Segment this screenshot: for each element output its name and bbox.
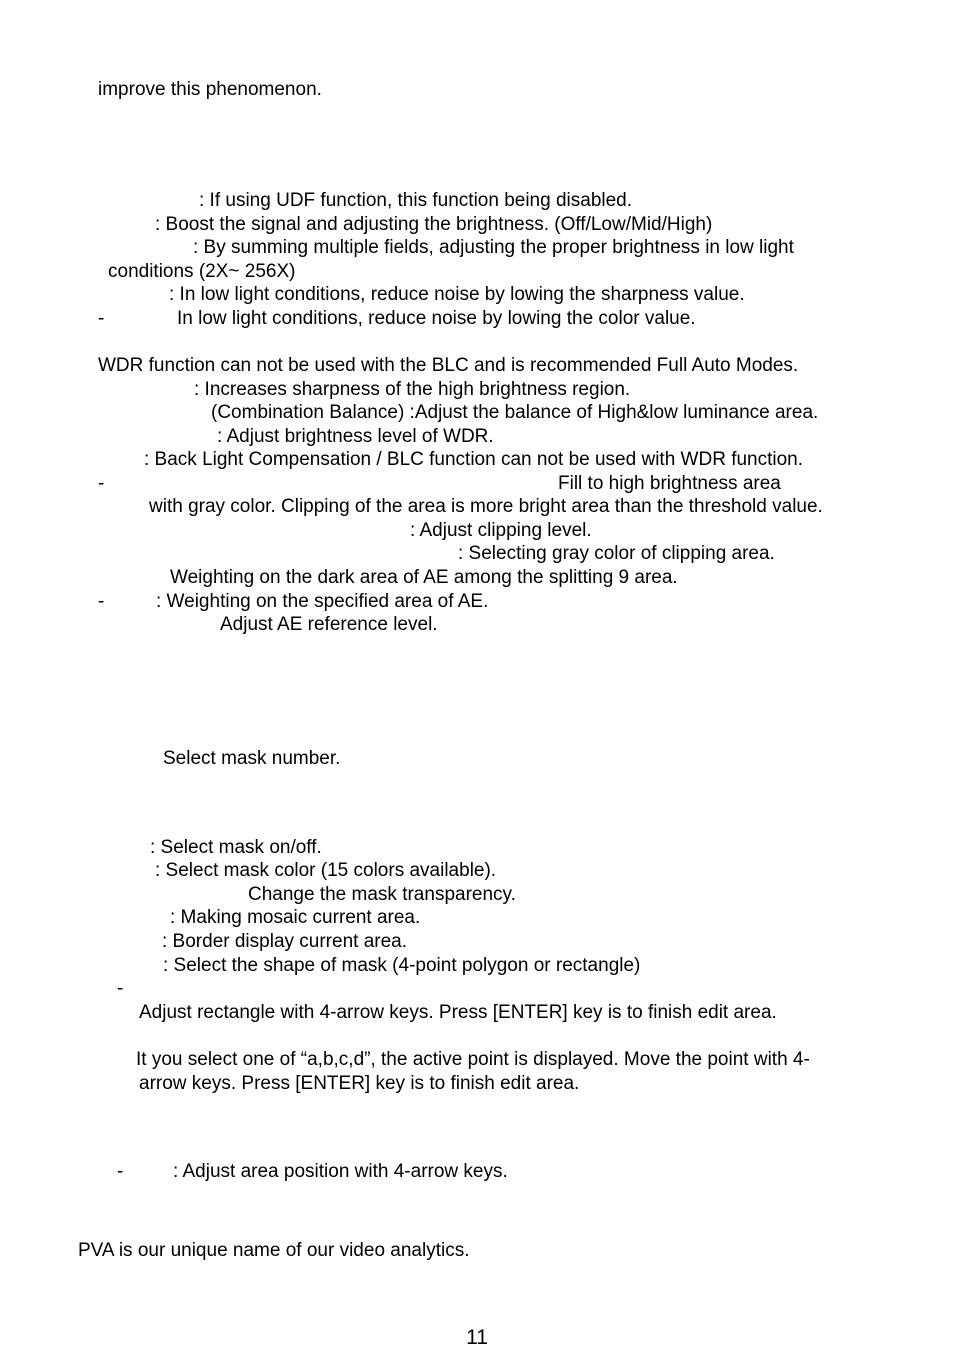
text-line: In low light conditions, reduce noise by lowing the color value. (177, 308, 696, 329)
text-line: WDR function can not be used with the BLC and is recommended Full Auto Modes. (98, 355, 799, 376)
text-line: : Back Light Compensation / BLC function can not be used with WDR function. (144, 449, 804, 470)
text-line: PVA is our unique name of our video analytics. (78, 1240, 470, 1261)
text-line: arrow keys. Press [ENTER] key is to finish edit area. (139, 1073, 580, 1094)
text-line: : Increases sharpness of the high brightness region. (194, 379, 631, 400)
text-line: It you select one of “a,b,c,d”, the active point is displayed. Move the point with 4- (136, 1049, 810, 1070)
text-line: : Select mask on/off. (150, 837, 322, 858)
text-line: improve this phenomenon. (98, 79, 322, 100)
text-line: : In low light conditions, reduce noise by lowing the sharpness value. (169, 284, 745, 305)
text-line: Adjust AE reference level. (220, 614, 438, 635)
text-line: Select mask number. (163, 748, 341, 769)
text-line: : Select mask color (15 colors available). (155, 860, 497, 881)
text-line: Fill to high brightness area (558, 473, 781, 494)
text-line: : Adjust brightness level of WDR. (217, 426, 494, 447)
text-line: : Weighting on the specified area of AE. (156, 591, 489, 612)
bullet-dash: - (117, 1161, 124, 1182)
text-line: : Adjust clipping level. (410, 520, 592, 541)
text-line: : Select the shape of mask (4-point polygon or rectangle) (163, 955, 641, 976)
text-line: : Making mosaic current area. (170, 907, 421, 928)
text-line: : By summing multiple fields, adjusting the proper brightness in low light (193, 237, 794, 258)
bullet-dash: - (117, 978, 124, 999)
text-line: Change the mask transparency. (248, 884, 516, 905)
text-line: : If using UDF function, this function being disabled. (199, 190, 633, 211)
bullet-dash: - (98, 591, 105, 612)
text-line: conditions (2X~ 256X) (108, 261, 296, 282)
text-line: : Boost the signal and adjusting the brightness. (Off/Low/Mid/High) (155, 214, 713, 235)
bullet-dash: - (98, 308, 105, 329)
page-number: 11 (466, 1326, 488, 1349)
text-line: : Adjust area position with 4-arrow keys. (173, 1161, 508, 1182)
text-line: (Combination Balance) :Adjust the balance of High&low luminance area. (211, 402, 819, 423)
bullet-dash: - (98, 473, 105, 494)
text-line: Weighting on the dark area of AE among the splitting 9 area. (170, 567, 678, 588)
text-line: : Border display current area. (162, 931, 408, 952)
text-line: Adjust rectangle with 4-arrow keys. Press [ENTER] key is to finish edit area. (139, 1002, 777, 1023)
text-line: : Selecting gray color of clipping area. (458, 543, 775, 564)
text-line: with gray color. Clipping of the area is more bright area than the threshold value. (149, 496, 823, 517)
